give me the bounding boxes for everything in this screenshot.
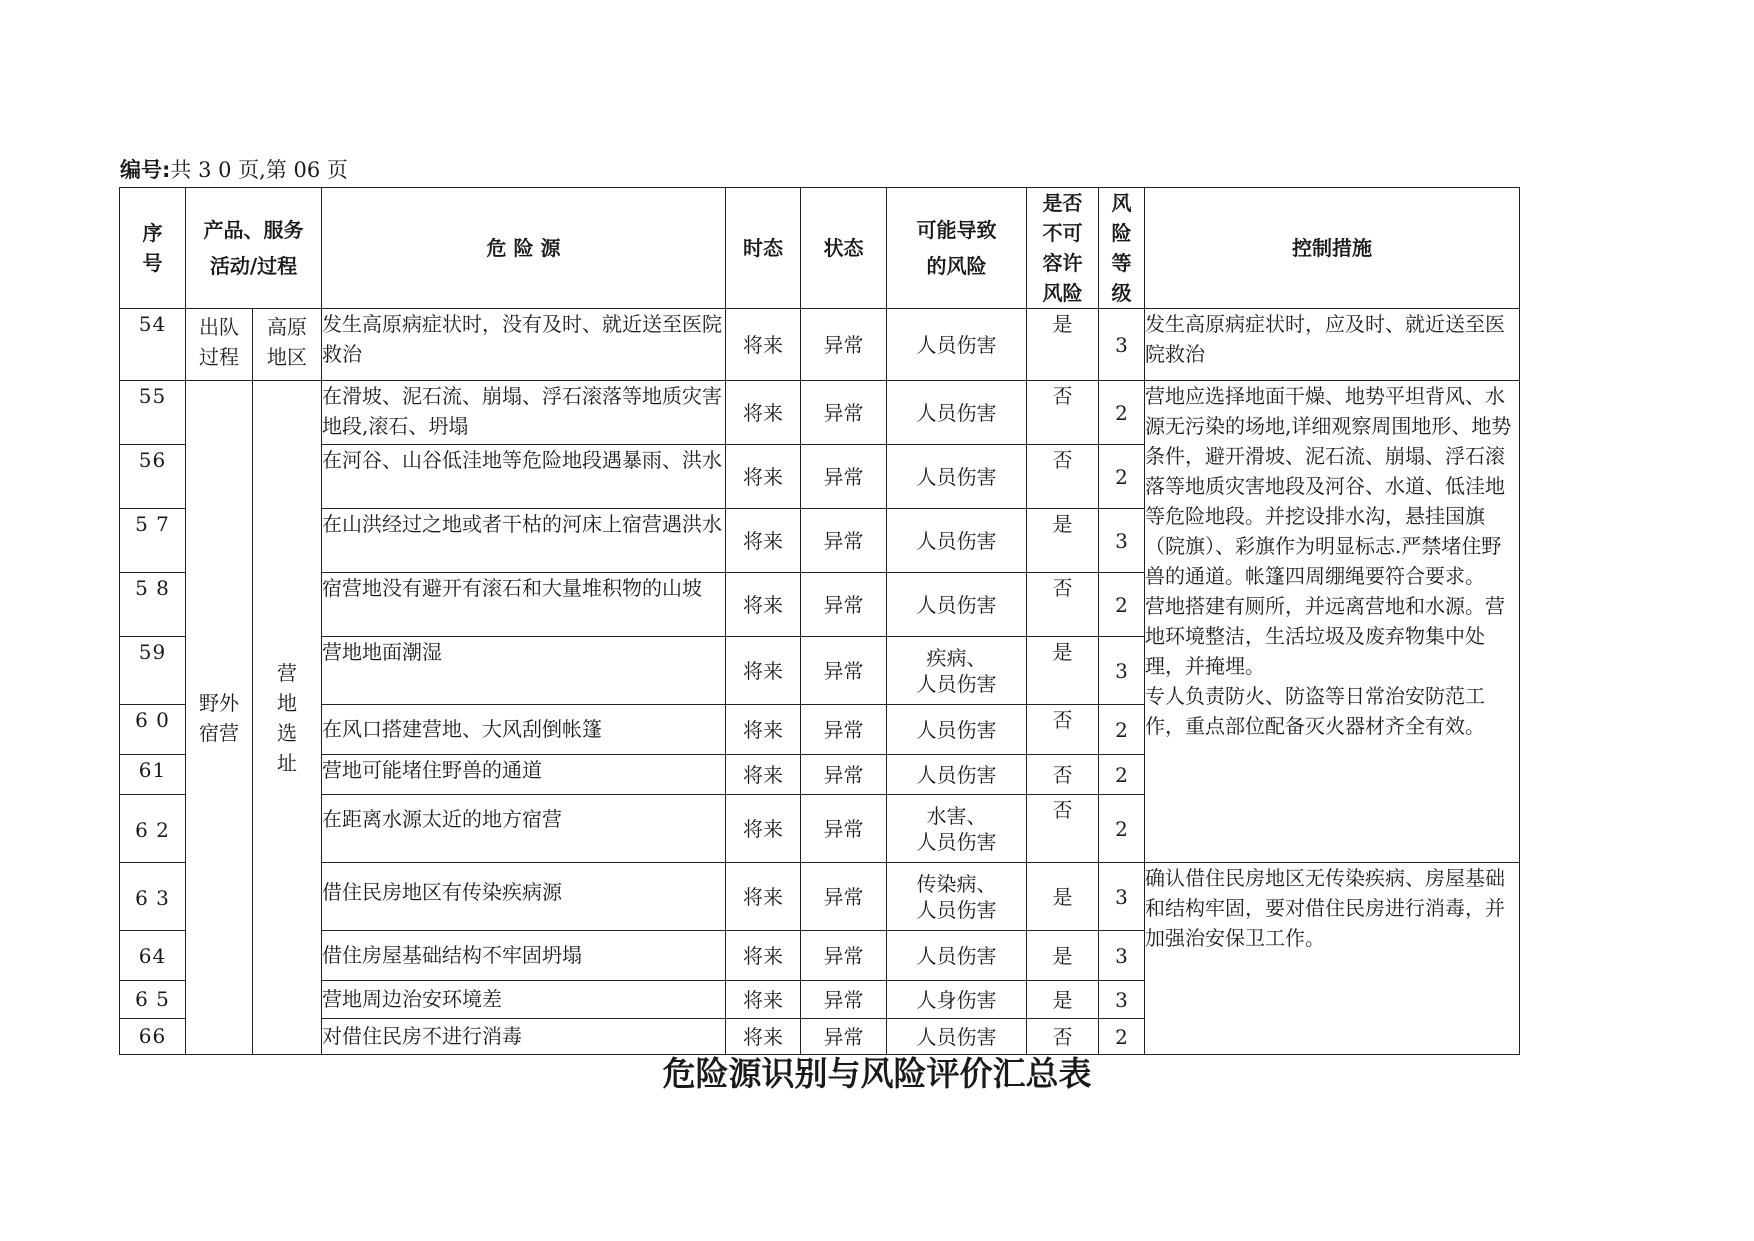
level-cell: 3	[1099, 509, 1145, 573]
table-header-row	[120, 188, 1520, 309]
intolerable-cell: 是	[1027, 637, 1099, 705]
intolerable-cell: 否	[1027, 795, 1099, 863]
row-number: 5 8	[120, 573, 186, 637]
hazard-cell: 借住民房地区有传染疾病源	[322, 863, 726, 931]
tense-cell: 将来	[726, 863, 801, 931]
risk-cell: 人员伤害	[887, 755, 1027, 795]
level-cell: 2	[1099, 705, 1145, 755]
risk-cell: 疾病、 人员伤害	[887, 637, 1027, 705]
activity-cell: 野外 宿营	[186, 381, 253, 1055]
header-risk: 可能导致 的风险	[887, 188, 1027, 309]
state-cell: 异常	[801, 573, 887, 637]
header-level: 风 险 等 级	[1099, 188, 1145, 309]
risk-cell: 人员伤害	[887, 705, 1027, 755]
row-number: 61	[120, 755, 186, 795]
hazard-cell: 在滑坡、泥石流、崩塌、浮石滚落等地质灾害地段,滚石、坍塌	[322, 381, 726, 445]
hazard-risk-table	[119, 187, 1520, 1055]
hazard-cell: 在距离水源太近的地方宿营	[322, 795, 726, 863]
row-number: 6 2	[120, 795, 186, 863]
level-cell: 3	[1099, 931, 1145, 981]
hazard-cell: 宿营地没有避开有滚石和大量堆积物的山坡	[322, 573, 726, 637]
table-row	[120, 381, 1520, 445]
intolerable-cell: 否	[1027, 705, 1099, 755]
intolerable-cell: 是	[1027, 309, 1099, 381]
row-number: 54	[120, 309, 186, 381]
activity-cell: 出队 过程	[186, 309, 253, 381]
intolerable-cell: 是	[1027, 981, 1099, 1019]
level-cell: 2	[1099, 445, 1145, 509]
state-cell: 异常	[801, 755, 887, 795]
state-cell: 异常	[801, 705, 887, 755]
tense-cell: 将来	[726, 1019, 801, 1055]
tense-cell: 将来	[726, 795, 801, 863]
state-cell: 异常	[801, 509, 887, 573]
intolerable-cell: 是	[1027, 509, 1099, 573]
sub-activity-cell: 高原 地区	[253, 309, 322, 381]
intolerable-cell: 否	[1027, 381, 1099, 445]
risk-cell: 传染病、 人员伤害	[887, 863, 1027, 931]
header-tense: 时态	[726, 188, 801, 309]
row-number: 5 7	[120, 509, 186, 573]
row-number: 6 5	[120, 981, 186, 1019]
hazard-cell: 在风口搭建营地、大风刮倒帐篷	[322, 705, 726, 755]
header-hazard: 危 险 源	[322, 188, 726, 309]
risk-cell: 人身伤害	[887, 981, 1027, 1019]
level-cell: 3	[1099, 637, 1145, 705]
document-title: 危险源识别与风险评价汇总表	[662, 1054, 1092, 1093]
hazard-cell: 发生高原病症状时，没有及时、就近送至医院救治	[322, 309, 726, 381]
level-cell: 2	[1099, 795, 1145, 863]
risk-cell: 水害、 人员伤害	[887, 795, 1027, 863]
risk-cell: 人员伤害	[887, 509, 1027, 573]
intolerable-cell: 否	[1027, 755, 1099, 795]
document-number-line	[120, 154, 348, 184]
intolerable-cell: 否	[1027, 1019, 1099, 1055]
risk-cell: 人员伤害	[887, 1019, 1027, 1055]
state-cell: 异常	[801, 795, 887, 863]
row-number: 6 0	[120, 705, 186, 755]
risk-cell: 人员伤害	[887, 931, 1027, 981]
state-cell: 异常	[801, 637, 887, 705]
tense-cell: 将来	[726, 509, 801, 573]
intolerable-cell: 是	[1027, 863, 1099, 931]
tense-cell: 将来	[726, 981, 801, 1019]
level-cell: 2	[1099, 381, 1145, 445]
tense-cell: 将来	[726, 755, 801, 795]
page-count-text: 共 3 0 页,第 06 页	[170, 158, 348, 182]
tense-cell: 将来	[726, 309, 801, 381]
hazard-cell: 营地周边治安环境差	[322, 981, 726, 1019]
intolerable-cell: 是	[1027, 931, 1099, 981]
level-cell: 2	[1099, 1019, 1145, 1055]
row-number: 55	[120, 381, 186, 445]
header-state: 状态	[801, 188, 887, 309]
control-cell: 发生高原病症状时，应及时、就近送至医院救治	[1145, 309, 1520, 381]
hazard-cell: 在河谷、山谷低洼地等危险地段遇暴雨、洪水	[322, 445, 726, 509]
hazard-cell: 营地可能堵住野兽的通道	[322, 755, 726, 795]
tense-cell: 将来	[726, 573, 801, 637]
hazard-cell: 借住房屋基础结构不牢固坍塌	[322, 931, 726, 981]
risk-cell: 人员伤害	[887, 309, 1027, 381]
state-cell: 异常	[801, 931, 887, 981]
level-cell: 2	[1099, 573, 1145, 637]
header-activity: 产品、服务 活动/过程	[186, 188, 322, 309]
tense-cell: 将来	[726, 637, 801, 705]
row-number: 59	[120, 637, 186, 705]
level-cell: 3	[1099, 981, 1145, 1019]
control-cell: 确认借住民房地区无传染疾病、房屋基础和结构牢固，要对借住民房进行消毒，并加强治安保卫工作。	[1145, 863, 1520, 1055]
state-cell: 异常	[801, 381, 887, 445]
row-number: 66	[120, 1019, 186, 1055]
header-intolerable: 是否 不可 容许 风险	[1027, 188, 1099, 309]
row-number: 64	[120, 931, 186, 981]
tense-cell: 将来	[726, 381, 801, 445]
sub-activity-cell: 营 地 选 址	[253, 381, 322, 1055]
tense-cell: 将来	[726, 931, 801, 981]
document-number-label: 编号:	[120, 158, 171, 182]
tense-cell: 将来	[726, 705, 801, 755]
control-cell: 营地应选择地面干燥、地势平坦背风、水源无污染的场地,详细观察周围地形、地势条件，避开滑坡、泥石流、崩塌、浮石滚落等地质灾害地段及河谷、水道、低洼地等危险地段。并挖设排水沟，悬挂国旗（院旗）、彩旗作为明显标志.严禁堵住野兽的通道。帐篷四周绷绳要符合要求。 营地搭建有厕所，并远离营地和水源。营地环境整洁，生活垃圾及废弃物集中处理，并掩埋。 专人负责防火、防盗等日常治安防范工作，重点部位配备灭火器材齐全有效。	[1145, 381, 1520, 863]
risk-cell: 人员伤害	[887, 573, 1027, 637]
risk-cell: 人员伤害	[887, 445, 1027, 509]
row-number: 6 3	[120, 863, 186, 931]
hazard-cell: 营地地面潮湿	[322, 637, 726, 705]
intolerable-cell: 否	[1027, 573, 1099, 637]
level-cell: 3	[1099, 309, 1145, 381]
state-cell: 异常	[801, 981, 887, 1019]
risk-cell: 人员伤害	[887, 381, 1027, 445]
row-number: 56	[120, 445, 186, 509]
state-cell: 异常	[801, 863, 887, 931]
state-cell: 异常	[801, 445, 887, 509]
level-cell: 3	[1099, 863, 1145, 931]
hazard-cell: 对借住民房不进行消毒	[322, 1019, 726, 1055]
table-row	[120, 309, 1520, 381]
table-row	[120, 863, 1520, 931]
hazard-cell: 在山洪经过之地或者干枯的河床上宿营遇洪水	[322, 509, 726, 573]
state-cell: 异常	[801, 1019, 887, 1055]
header-no: 序 号	[120, 188, 186, 309]
intolerable-cell: 否	[1027, 445, 1099, 509]
level-cell: 2	[1099, 755, 1145, 795]
state-cell: 异常	[801, 309, 887, 381]
tense-cell: 将来	[726, 445, 801, 509]
header-control: 控制措施	[1145, 188, 1520, 309]
